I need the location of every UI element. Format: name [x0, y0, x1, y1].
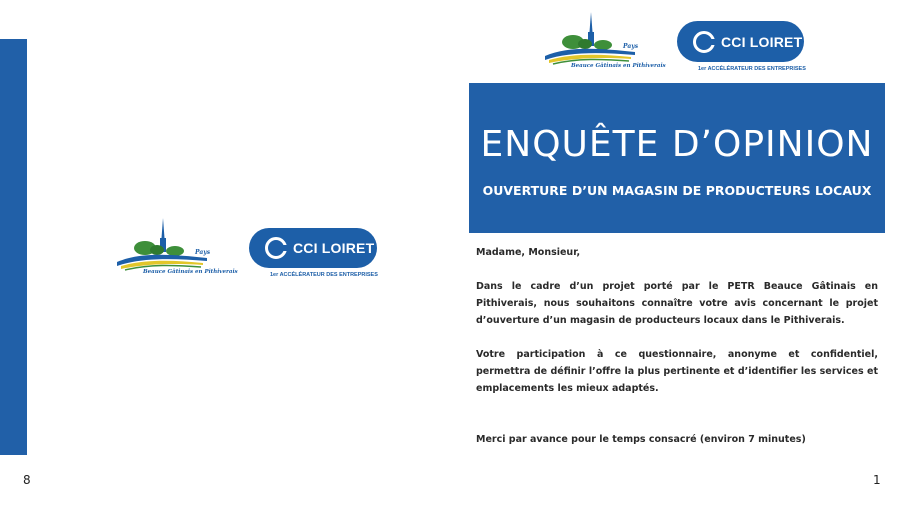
pays-beauce-logo-left: [115, 216, 238, 280]
left-accent-bar: [0, 39, 27, 455]
letter-body: [476, 244, 878, 448]
cci-logo-icon: [693, 31, 715, 53]
cci-tagline-right: 1er ACCÉLÉRATEUR DES ENTREPRISES: [698, 66, 806, 72]
title-banner: [469, 83, 885, 233]
page-number-left: 8: [23, 473, 31, 487]
cci-tagline-left: 1er ACCÉLÉRATEUR DES ENTREPRISES: [270, 272, 378, 278]
cci-logo-left: [249, 228, 377, 268]
pays-label-right: Pays: [623, 43, 639, 50]
cci-logo-right: [677, 21, 804, 62]
page-number-right: 1: [873, 473, 881, 487]
cci-name-right: CCI LOIRET: [721, 33, 803, 50]
page-subtitle: OUVERTURE D’UN MAGASIN DE PRODUCTEURS LOCAUX: [482, 183, 872, 198]
pays-label-left: Pays: [195, 249, 211, 256]
cci-logo-icon: [265, 237, 287, 259]
pays-name-left: Beauce Gâtinais en Pithiverais: [143, 269, 238, 275]
pays-beauce-logo-right: [543, 10, 666, 74]
cci-name-left: CCI LOIRET: [293, 240, 375, 256]
letter-paragraph-1: Dans le cadre d’un projet porté par le PETR Beauce Gâtinais en Pithiverais, nous souhaitons connaître votre avis concernant le projet d’ouverture d’un magasin de producteurs locaux dans le Pithiverais.: [476, 281, 878, 326]
page-title: ENQUÊTE D’OPINION: [480, 124, 874, 165]
letter-greeting: Madame, Monsieur,: [476, 247, 581, 258]
letter-closing: Merci par avance pour le temps consacré (environ 7 minutes): [476, 434, 806, 445]
letter-paragraph-2: Votre participation à ce questionnaire, anonyme et confidentiel, permettra de définir l’offre la plus pertinente et d’identifier les services et emplacements les mieux adaptés.: [476, 349, 878, 394]
pays-name-right: Beauce Gâtinais en Pithiverais: [571, 63, 666, 69]
